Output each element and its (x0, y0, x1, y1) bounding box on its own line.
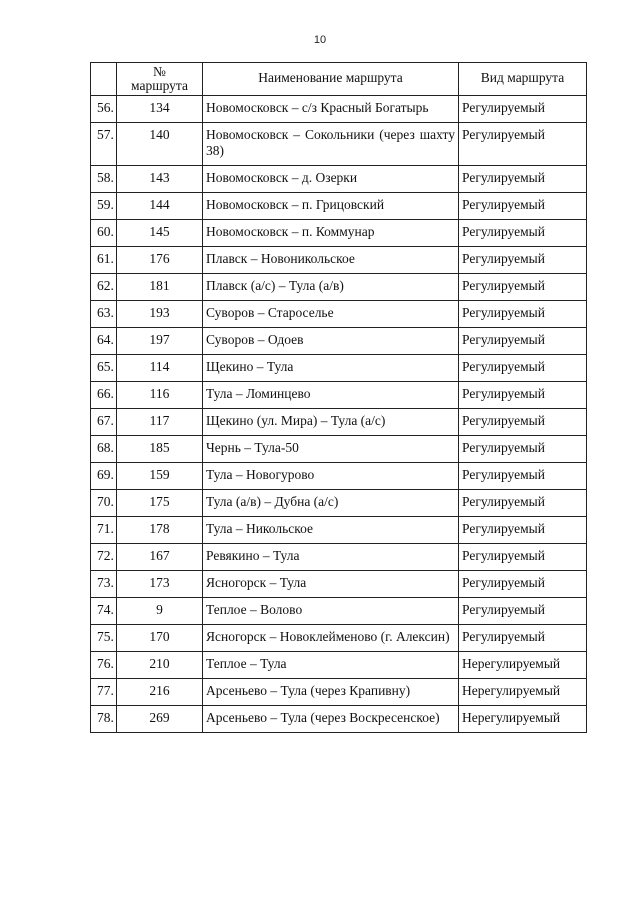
row-route-name: Суворов – Одоев (203, 328, 459, 355)
row-route-name: Новомосковск – с/з Красный Богатырь (203, 96, 459, 123)
row-index: 67. (91, 409, 117, 436)
row-route-name: Тула – Никольское (203, 517, 459, 544)
header-route-type: Вид маршрута (459, 63, 587, 96)
table-row (91, 220, 587, 247)
table-row (91, 598, 587, 625)
header-route-name: Наименование маршрута (203, 63, 459, 96)
table-row (91, 301, 587, 328)
table-row (91, 652, 587, 679)
row-index: 76. (91, 652, 117, 679)
row-route-type: Регулируемый (459, 247, 587, 274)
row-route-type: Нерегулируемый (459, 679, 587, 706)
row-index: 62. (91, 274, 117, 301)
row-route-type: Регулируемый (459, 517, 587, 544)
row-route-type: Регулируемый (459, 193, 587, 220)
row-route-type: Регулируемый (459, 436, 587, 463)
table-row (91, 679, 587, 706)
row-route-type: Регулируемый (459, 220, 587, 247)
page-number: 10 (313, 34, 327, 46)
row-index: 63. (91, 301, 117, 328)
row-route-number: 167 (117, 544, 203, 571)
row-route-type: Нерегулируемый (459, 706, 587, 733)
row-route-name: Новомосковск – Сокольники (через шахту 38) (203, 123, 459, 166)
row-route-name: Новомосковск – д. Озерки (203, 166, 459, 193)
row-route-number: 134 (117, 96, 203, 123)
row-route-number: 140 (117, 123, 203, 166)
table-row (91, 571, 587, 598)
row-index: 65. (91, 355, 117, 382)
table-row (91, 463, 587, 490)
row-index: 74. (91, 598, 117, 625)
row-index: 75. (91, 625, 117, 652)
row-route-name: Щекино (ул. Мира) – Тула (а/с) (203, 409, 459, 436)
row-route-type: Регулируемый (459, 123, 587, 166)
row-route-type: Регулируемый (459, 96, 587, 123)
row-route-number: 143 (117, 166, 203, 193)
row-route-name: Щекино – Тула (203, 355, 459, 382)
routes-table (90, 62, 587, 733)
header-route-number (117, 63, 203, 96)
row-route-number: 173 (117, 571, 203, 598)
row-route-number: 197 (117, 328, 203, 355)
table-row (91, 409, 587, 436)
header-number-sign: № (153, 64, 166, 79)
row-route-type: Регулируемый (459, 625, 587, 652)
row-route-name: Плавск – Новоникольское (203, 247, 459, 274)
row-route-number: 170 (117, 625, 203, 652)
row-route-name: Ревякино – Тула (203, 544, 459, 571)
row-index: 73. (91, 571, 117, 598)
table-row (91, 490, 587, 517)
row-route-name: Арсеньево – Тула (через Воскресенское) (203, 706, 459, 733)
row-index: 64. (91, 328, 117, 355)
row-route-name: Новомосковск – п. Коммунар (203, 220, 459, 247)
table-row (91, 274, 587, 301)
row-route-number: 210 (117, 652, 203, 679)
row-route-name: Ясногорск – Новоклейменово (г. Алексин) (203, 625, 459, 652)
row-route-name: Теплое – Волово (203, 598, 459, 625)
table-row (91, 706, 587, 733)
row-index: 58. (91, 166, 117, 193)
table-row (91, 166, 587, 193)
row-route-number: 193 (117, 301, 203, 328)
row-index: 78. (91, 706, 117, 733)
row-route-type: Регулируемый (459, 598, 587, 625)
row-route-type: Регулируемый (459, 328, 587, 355)
row-route-name: Тула – Ломинцево (203, 382, 459, 409)
row-route-number: 117 (117, 409, 203, 436)
row-index: 72. (91, 544, 117, 571)
row-route-type: Регулируемый (459, 409, 587, 436)
row-route-name: Плавск (а/с) – Тула (а/в) (203, 274, 459, 301)
table-row (91, 625, 587, 652)
row-index: 57. (91, 123, 117, 166)
row-route-number: 185 (117, 436, 203, 463)
row-route-type: Нерегулируемый (459, 652, 587, 679)
row-route-name: Суворов – Староселье (203, 301, 459, 328)
row-route-name: Тула (а/в) – Дубна (а/с) (203, 490, 459, 517)
row-index: 70. (91, 490, 117, 517)
row-route-number: 175 (117, 490, 203, 517)
row-route-type: Регулируемый (459, 544, 587, 571)
row-route-number: 176 (117, 247, 203, 274)
row-route-name: Чернь – Тула-50 (203, 436, 459, 463)
row-route-number: 178 (117, 517, 203, 544)
table-row (91, 123, 587, 166)
row-index: 71. (91, 517, 117, 544)
row-index: 66. (91, 382, 117, 409)
table-row (91, 355, 587, 382)
table-row (91, 436, 587, 463)
table-row (91, 328, 587, 355)
row-route-type: Регулируемый (459, 301, 587, 328)
row-route-name: Тула – Новогурово (203, 463, 459, 490)
header-row (91, 63, 587, 96)
row-index: 68. (91, 436, 117, 463)
row-route-name: Теплое – Тула (203, 652, 459, 679)
row-route-type: Регулируемый (459, 166, 587, 193)
row-route-type: Регулируемый (459, 382, 587, 409)
row-route-type: Регулируемый (459, 463, 587, 490)
row-route-number: 145 (117, 220, 203, 247)
row-route-name: Новомосковск – п. Грицовский (203, 193, 459, 220)
table-header (91, 63, 587, 96)
table-row (91, 382, 587, 409)
table-row (91, 96, 587, 123)
row-route-type: Регулируемый (459, 355, 587, 382)
row-route-number: 144 (117, 193, 203, 220)
row-route-number: 181 (117, 274, 203, 301)
table-row (91, 247, 587, 274)
row-route-number: 159 (117, 463, 203, 490)
header-index (91, 63, 117, 96)
row-route-name: Ясногорск – Тула (203, 571, 459, 598)
row-index: 61. (91, 247, 117, 274)
row-route-number: 269 (117, 706, 203, 733)
row-route-type: Регулируемый (459, 571, 587, 598)
row-route-number: 9 (117, 598, 203, 625)
row-index: 77. (91, 679, 117, 706)
table-row (91, 193, 587, 220)
row-index: 56. (91, 96, 117, 123)
table-row (91, 517, 587, 544)
table-body (91, 96, 587, 733)
row-route-number: 114 (117, 355, 203, 382)
row-route-name: Арсеньево – Тула (через Крапивну) (203, 679, 459, 706)
table-row (91, 544, 587, 571)
row-route-number: 116 (117, 382, 203, 409)
row-index: 69. (91, 463, 117, 490)
row-route-type: Регулируемый (459, 490, 587, 517)
header-number-word: маршрута (131, 78, 188, 93)
row-index: 60. (91, 220, 117, 247)
row-route-number: 216 (117, 679, 203, 706)
row-route-type: Регулируемый (459, 274, 587, 301)
row-index: 59. (91, 193, 117, 220)
